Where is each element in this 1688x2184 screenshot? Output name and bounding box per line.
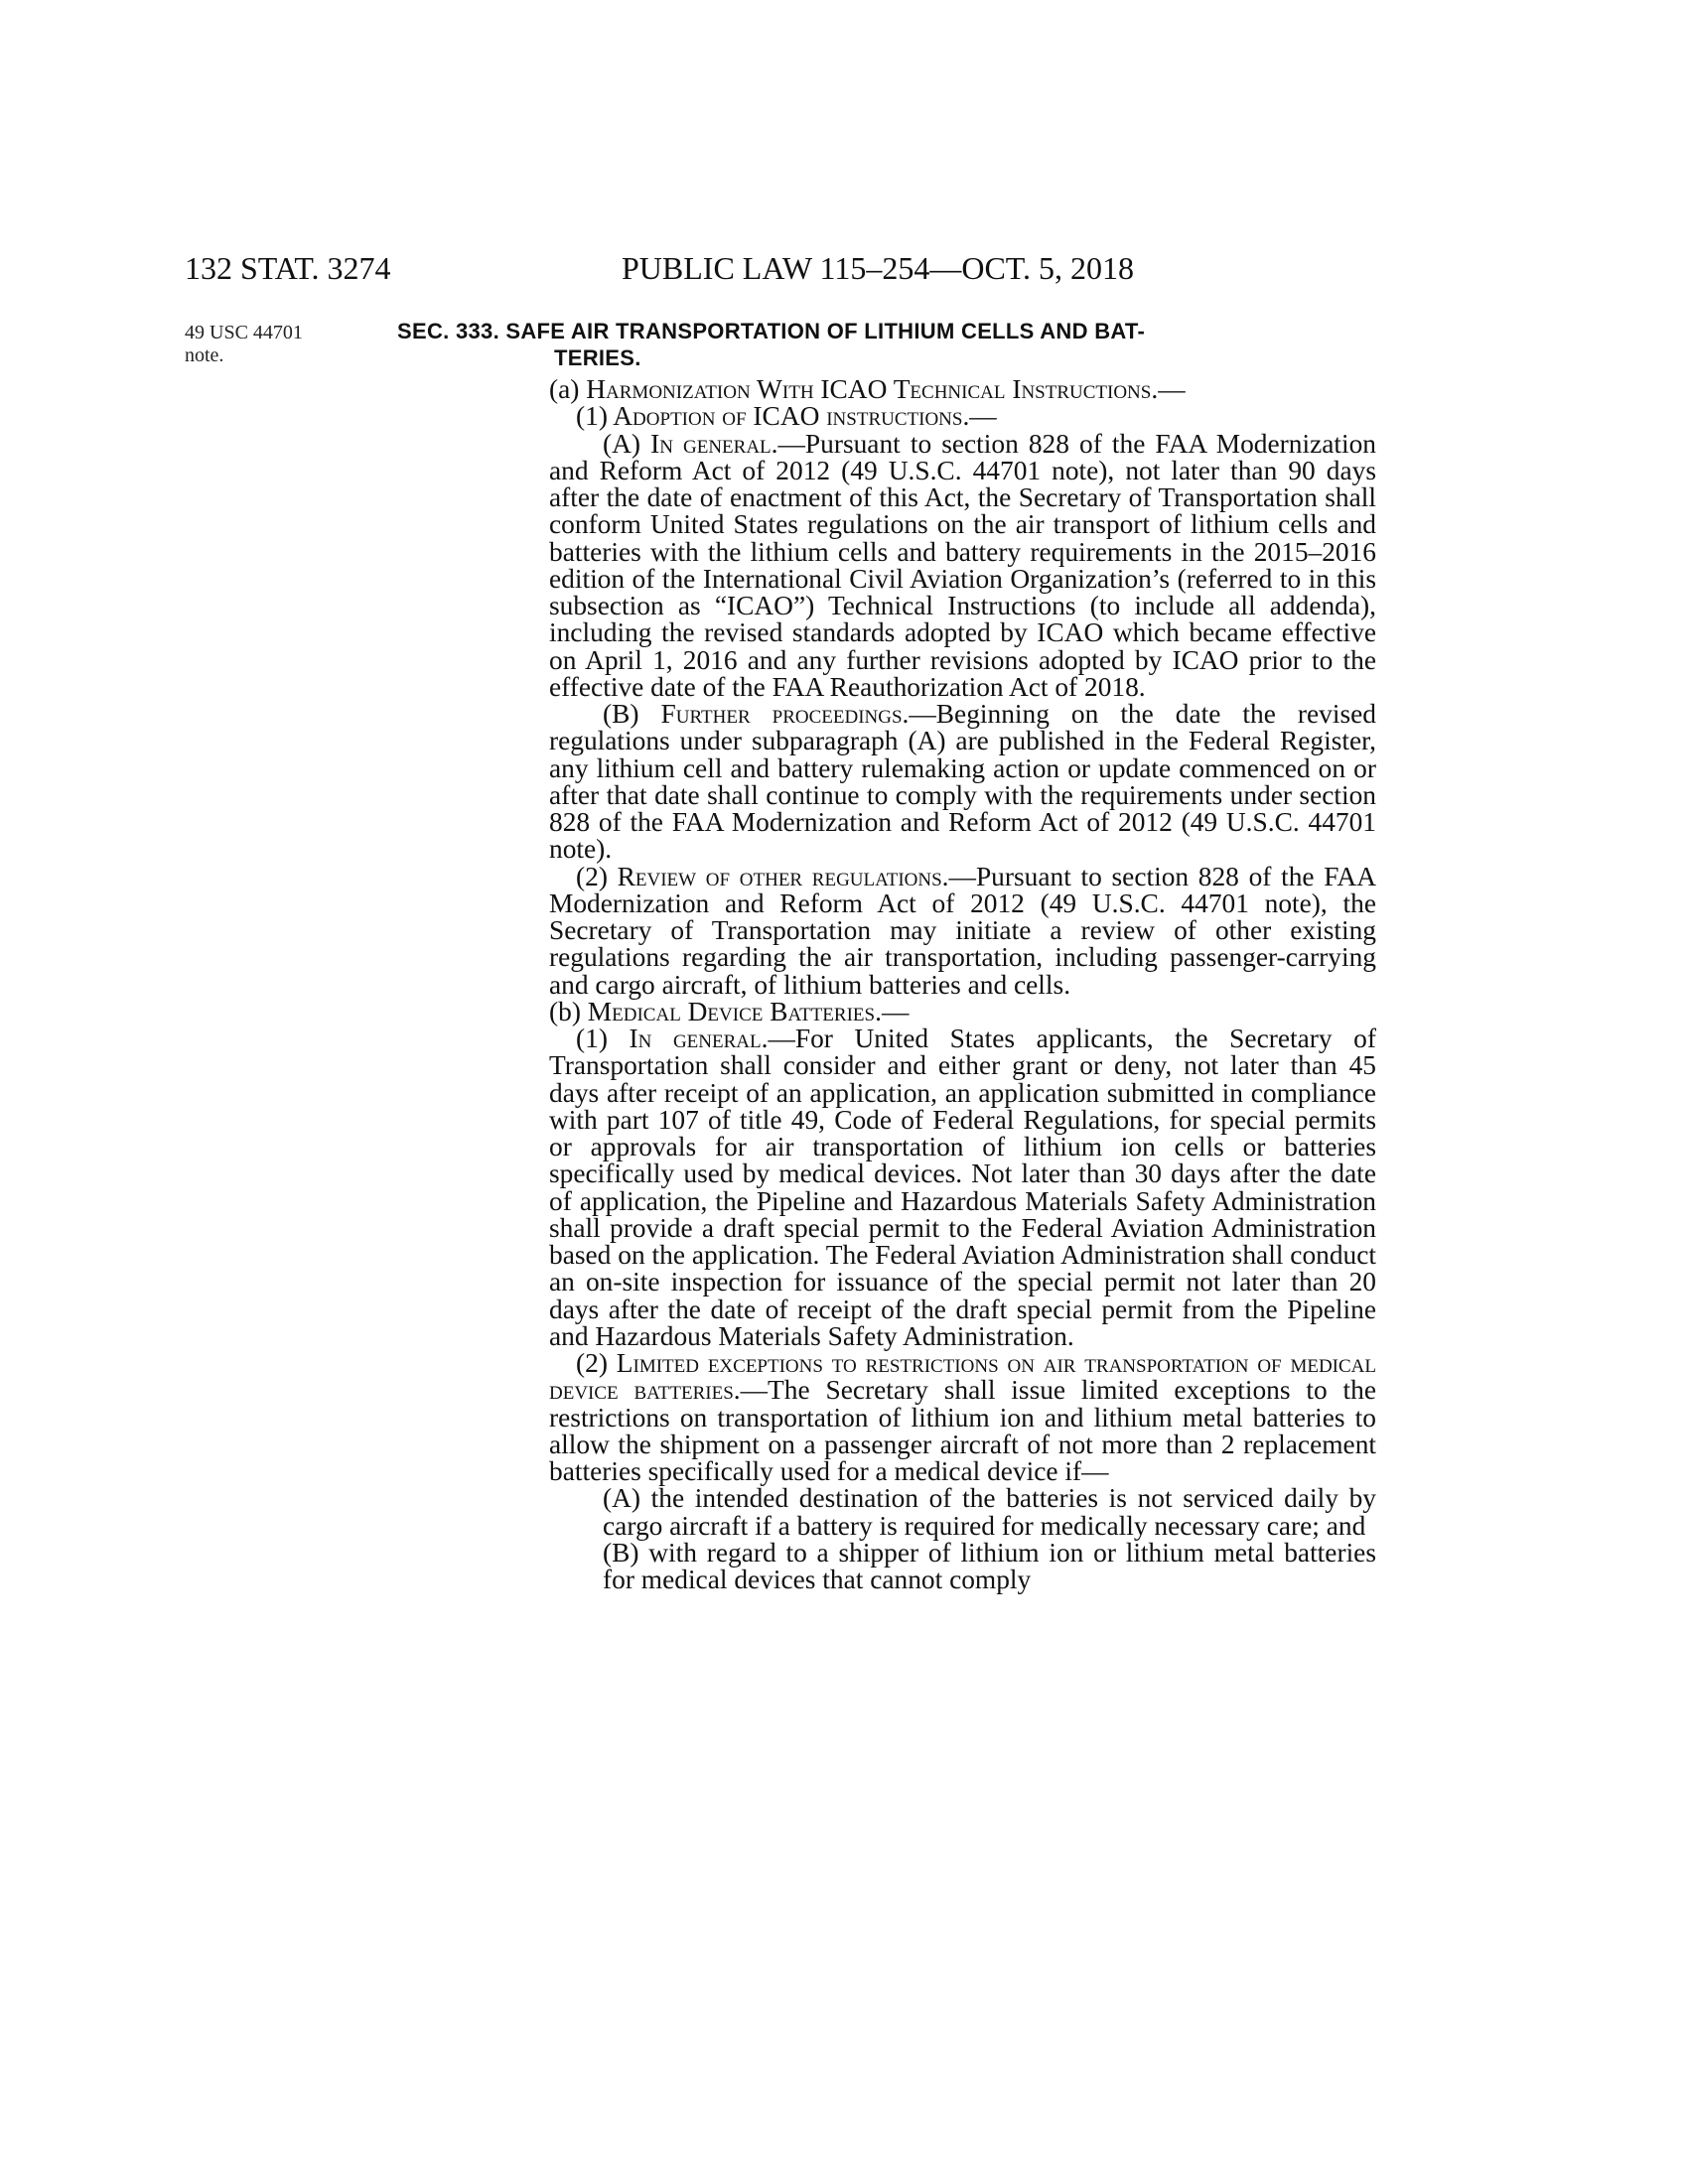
subparagraph-text: —Pursuant to section 828 of the FAA Modernization and Reform Act of 2012 (49 U.S.C. 44701 note), not later than 90 days after the date of enactment of this Act, the Secretary of Transportation shall conform United States regulations on the air transport of lithium cells and batteries with the lithium cells and battery requirements in the 2015–2016 edition of the International Civil Aviation Organization’s (referred to in this subsection as “ICAO”) Technical Instructions (to include all addenda), including the revised standards adopted by ICAO which became effective on April 1, 2016 and any further revisions adopted by ICAO prior to the effective date of the FAA Reauthorization Act of 2018. (549, 428, 1376, 702)
subsection-a-heading: (a) Harmonization With ICAO Technical Instructions.— (549, 374, 1186, 404)
subsection-a-2 (549, 861, 1376, 1000)
paragraph-label: (1) In general. (576, 1024, 769, 1053)
paragraph-text: —For United States applicants, the Secretary of Transportation shall consider and either grant or deny, not later than 45 days after receipt of an application, an application submitted in compliance with part 107 of title 49, Code of Federal Regulations, for special permits or approvals for air transportation of lithium ion cells or batteries specifically used by medical devices. Not later than 30 days after the date of application, the Pipeline and Hazardous Materials Safety Administration shall provide a draft special permit to the Federal Aviation Administration based on the application. The Federal Aviation Administration shall conduct an on-site inspection for issuance of the special permit not later than 20 days after the date of receipt of the draft special permit from the Pipeline and Hazardous Materials Safety Administration. (549, 1024, 1376, 1351)
section-heading-line2: TERIES. (554, 345, 641, 370)
subsection-b-2-B: (B) with regard to a shipper of lithium ion or lithium metal batteries for medical devices that cannot comply (603, 1537, 1376, 1594)
subsection-b-2-A: (A) the intended destination of the batteries is not serviced daily by cargo aircraft if a battery is required for medically necessary care; and (603, 1483, 1376, 1541)
subsection-b-2 (549, 1350, 1376, 1485)
margin-note-citation: 49 USC 44701 (185, 322, 303, 343)
subsection-a-1-A (549, 428, 1376, 702)
subparagraph-label: (A) In general. (603, 428, 778, 459)
margin-note (185, 322, 314, 367)
subsection-a-title: Harmonization With ICAO Technical Instructions.— (586, 374, 1186, 404)
page-header (185, 246, 1376, 290)
paragraph-text: —The Secretary shall issue limited exceptions to the restrictions on transportation of lithium ion and lithium metal batteries to allow the shipment on a passenger aircraft of not more than 2 replacement batteries specifically used for a medical device if— (549, 1375, 1376, 1486)
subparagraph-label: (B) Further proceedings. (603, 699, 910, 729)
paragraph-label: (2) Review of other regulations. (576, 861, 949, 891)
section-body (549, 376, 1376, 1593)
subparagraph-text: —Beginning on the date the revised regulations under subparagraph (A) are published in the Federal Register, any lithium cell and battery rulemaking action or update commenced on or after that date shall continue to comply with the requirements under section 828 of the FAA Modernization and Reform Act of 2012 (49 U.S.C. 44701 note). (549, 699, 1376, 865)
section-heading (397, 318, 1375, 371)
subsection-a-paragraph-1-heading: (1) Adoption of ICAO instructions.— (576, 401, 997, 432)
margin-note-suffix: note. (185, 344, 224, 366)
paragraph-text: —Pursuant to section 828 of the FAA Modernization and Reform Act of 2012 (49 U.S.C. 44701 note), the Secretary of Transportation may initiate a review of other existing regulations regarding the air transportation, including passenger-carrying and cargo aircraft, of lithium batteries and cells. (549, 861, 1376, 1000)
subsection-a-1-B (549, 701, 1376, 864)
paragraph-label: (2) Limited exceptions to restrictions on air transportation of medical device batteries. (549, 1348, 1376, 1406)
subsection-b-1 (549, 1025, 1376, 1350)
subsection-b-heading: (b) Medical Device Batteries.— (549, 996, 910, 1026)
public-law-title: PUBLIC LAW 115–254—OCT. 5, 2018 (622, 250, 1134, 286)
section-heading-line1: SEC. 333. SAFE AIR TRANSPORTATION OF LITHIUM CELLS AND BAT- (397, 319, 1146, 343)
subsection-b-title: Medical Device Batteries.— (587, 996, 910, 1026)
stat-citation: 132 STAT. 3274 (185, 250, 391, 286)
